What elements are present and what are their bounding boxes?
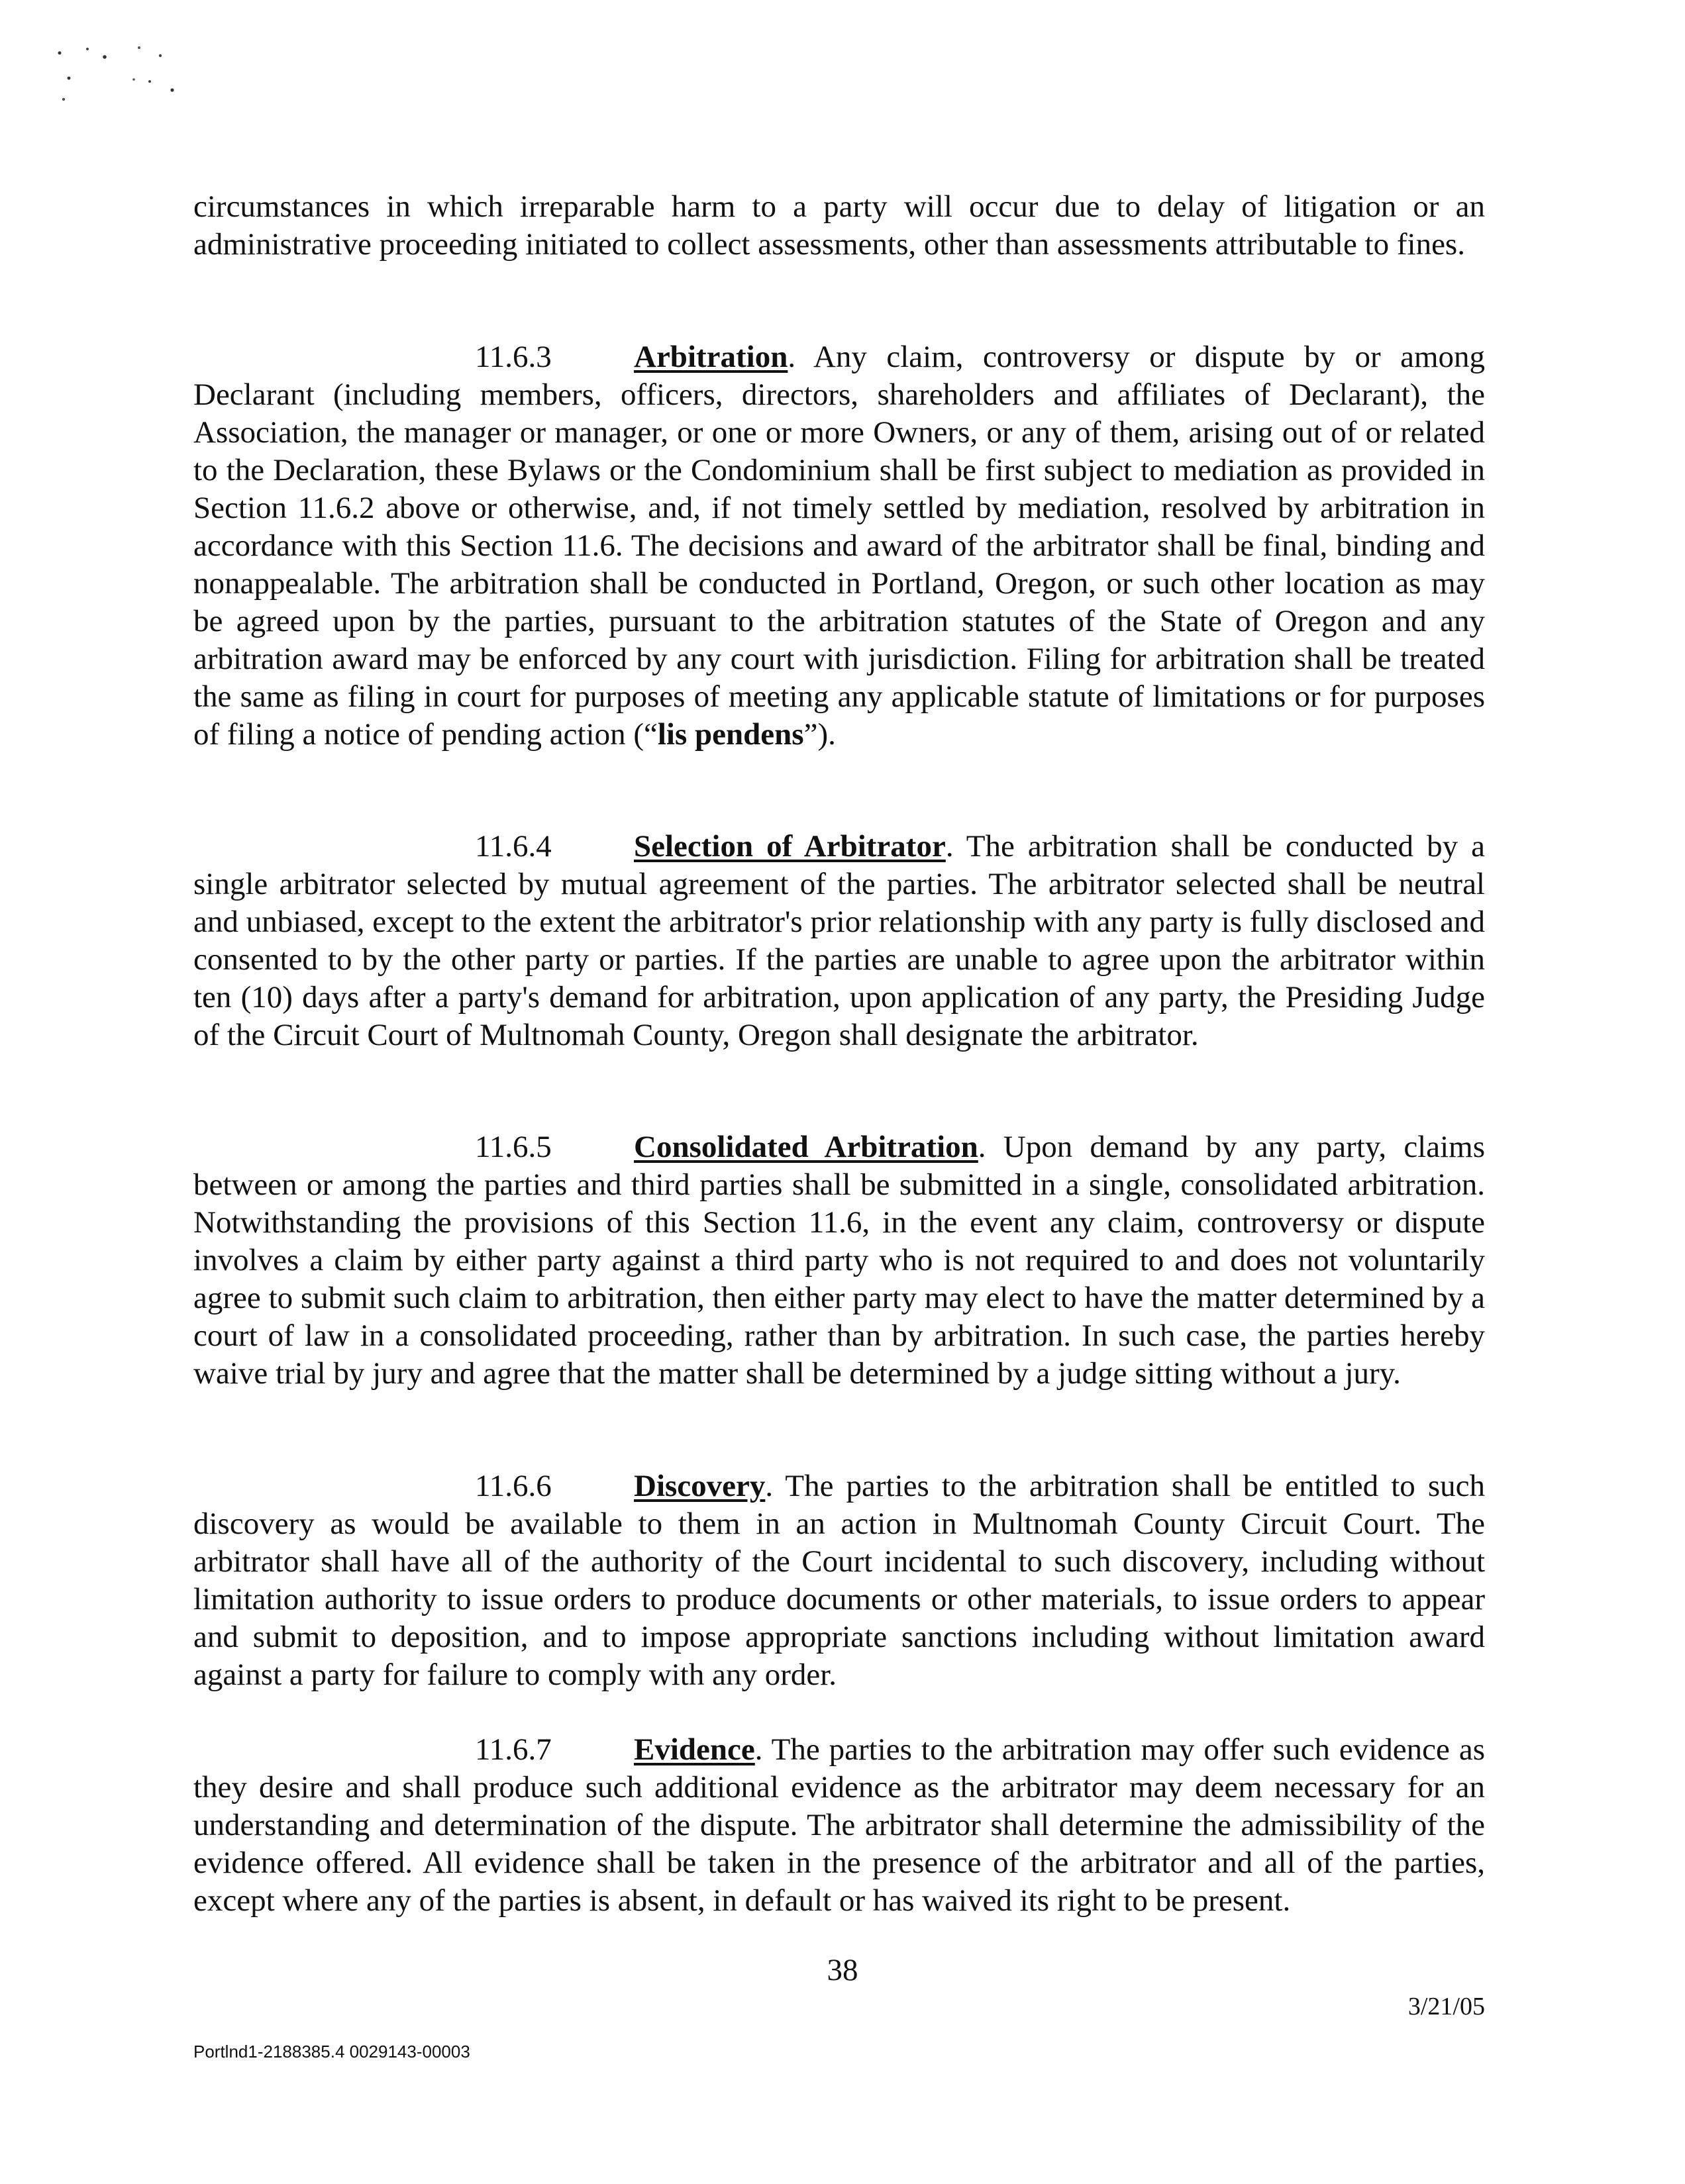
section-body: . Upon demand by any party, claims between or among the parties and third parties shall be submitted in a single, consolidated arbitration. Notwithstanding the provisions of this Section 11.6, in the event any claim, controversy or dispute involves a claim by either party against a third party who is not required to and does not voluntarily agree to submit such claim to arbitration, then either party may elect to have the matter determined by a court of law in a consolidated proceeding, rather than by arbitration. In such case, the parties hereby waive trial by jury and agree that the matter shall be determined by a judge sitting without a jury. <box>193 1130 1486 1391</box>
section-title: Evidence <box>634 1732 755 1767</box>
section-body: . The parties to the arbitration shall be entitled to such discovery as would be available to them in an action in Multnomah County Circuit Court. The arbitrator shall have all of the authority of the Court incidental to such discovery, including without limitation authority to issue orders to produce documents or other materials, to issue orders to appear and submit to deposition, and to impose appropriate sanctions including without limitation award against a party for failure to comply with any order. <box>193 1469 1485 1692</box>
section-body-end: ”). <box>803 717 836 752</box>
section-title: Arbitration <box>634 340 788 374</box>
section-number: 11.6.3 <box>475 340 552 374</box>
section-title: Selection of Arbitrator <box>634 829 946 864</box>
section-11-6-5 <box>193 1128 1485 1393</box>
section-number: 11.6.6 <box>475 1469 552 1503</box>
section-title: Consolidated Arbitration <box>634 1130 978 1164</box>
section-body: . Any claim, controversy or dispute by or among Declarant (including members, officers, directors, shareholders and affiliates of Declarant), the Association, the manager or manager, or one or more Owners, or any of them, arising out of or related to the Declaration, these Bylaws or the Condominium shall be first subject to mediation as provided in Section 11.6.2 above or otherwise, and, if not timely settled by mediation, resolved by arbitration in accordance with this Section 11.6. The decisions and award of the arbitrator shall be final, binding and nonappealable. The arbitration shall be conducted in Portland, Oregon, or such other location as may be agreed upon by the parties, pursuant to the arbitration statutes of the State of Oregon and any arbitration award may be enforced by any court with jurisdiction. Filing for arbitration shall be treated the same as filing in court for purposes of meeting any applicable statute of limitations or for purposes of filing a notice of pending action (“ <box>193 340 1485 752</box>
intro-paragraph: circumstances in which irreparable harm to a party will occur due to delay of litigation or an administrative proceeding initiated to collect assessments, other than assessments attributable to fines. <box>193 189 1485 262</box>
date-stamp: 3/21/05 <box>1407 1993 1485 2020</box>
section-number: 11.6.7 <box>475 1732 552 1767</box>
section-title: Discovery <box>634 1469 766 1503</box>
section-number: 11.6.4 <box>475 829 552 864</box>
section-11-6-7 <box>193 1731 1485 1920</box>
section-body: . The arbitration shall be conducted by a single arbitrator selected by mutual agreement of the parties. The arbitrator selected shall be neutral and unbiased, except to the extent the arbitrator's prior relationship with any party is fully disclosed and consented to by the other party or parties. If the parties are unable to agree upon the arbitrator within ten (10) days after a party's demand for arbitration, upon application of any party, the Presiding Judge of the Circuit Court of Multnomah County, Oregon shall designate the arbitrator. <box>193 829 1485 1052</box>
section-number: 11.6.5 <box>475 1130 552 1164</box>
section-11-6-3 <box>193 338 1485 754</box>
section-11-6-4 <box>193 828 1485 1054</box>
scan-specks <box>40 40 199 113</box>
section-11-6-6 <box>193 1467 1485 1694</box>
page-number: 38 <box>827 1953 858 1987</box>
bold-term: lis pendens <box>657 717 804 752</box>
section-body: . The parties to the arbitration may offer such evidence as they desire and shall produce such additional evidence as the arbitrator may deem necessary for an understanding and determination of the dispute. The arbitrator shall determine the admissibility of the evidence offered. All evidence shall be taken in the presence of the arbitrator and all of the parties, except where any of the parties is absent, in default or has waived its right to be present. <box>193 1732 1485 1918</box>
document-id: Portlnd1-2188385.4 0029143-00003 <box>193 2042 470 2061</box>
